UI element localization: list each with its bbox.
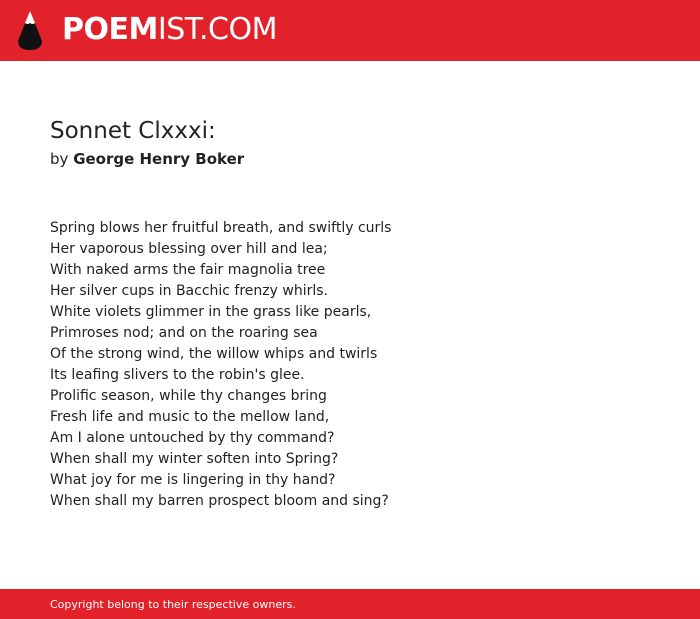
poem-line: Of the strong wind, the willow whips and twirls (50, 346, 378, 362)
poem-title: Sonnet Clxxxi: (50, 118, 216, 144)
poem-line: When shall my barren prospect bloom and sing? (50, 493, 389, 509)
poem-line: What joy for me is lingering in thy hand? (50, 472, 336, 488)
poem-line: Fresh life and music to the mellow land, (50, 409, 330, 425)
poem-line: Primroses nod; and on the roaring sea (50, 325, 318, 341)
byline (50, 148, 244, 170)
by-label: by (50, 150, 69, 168)
logo-text-light: IST.COM (157, 12, 277, 47)
poem-line: Her vaporous blessing over hill and lea; (50, 241, 328, 257)
poem-line: White violets glimmer in the grass like pearls, (50, 304, 372, 320)
poem-line: Her silver cups in Bacchic frenzy whirls. (50, 283, 328, 299)
site-footer (0, 589, 700, 619)
copyright-notice: Copyright belong to their respective owners. (50, 598, 296, 611)
poem-line: When shall my winter soften into Spring? (50, 451, 339, 467)
poem-body (50, 218, 650, 512)
poem-line: Its leafing slivers to the robin's glee. (50, 367, 305, 383)
pencil-tip-icon[interactable] (17, 10, 43, 51)
poem-line: Prolific season, while thy changes bring (50, 388, 327, 404)
site-logo[interactable] (62, 11, 277, 49)
logo-text-bold: POEM (62, 12, 158, 47)
poem-line: With naked arms the fair magnolia tree (50, 262, 326, 278)
site-header (0, 0, 700, 61)
author-name[interactable]: George Henry Boker (73, 150, 245, 168)
poem-line: Am I alone untouched by thy command? (50, 430, 335, 446)
poem-line: Spring blows her fruitful breath, and swiftly curls (50, 220, 392, 236)
